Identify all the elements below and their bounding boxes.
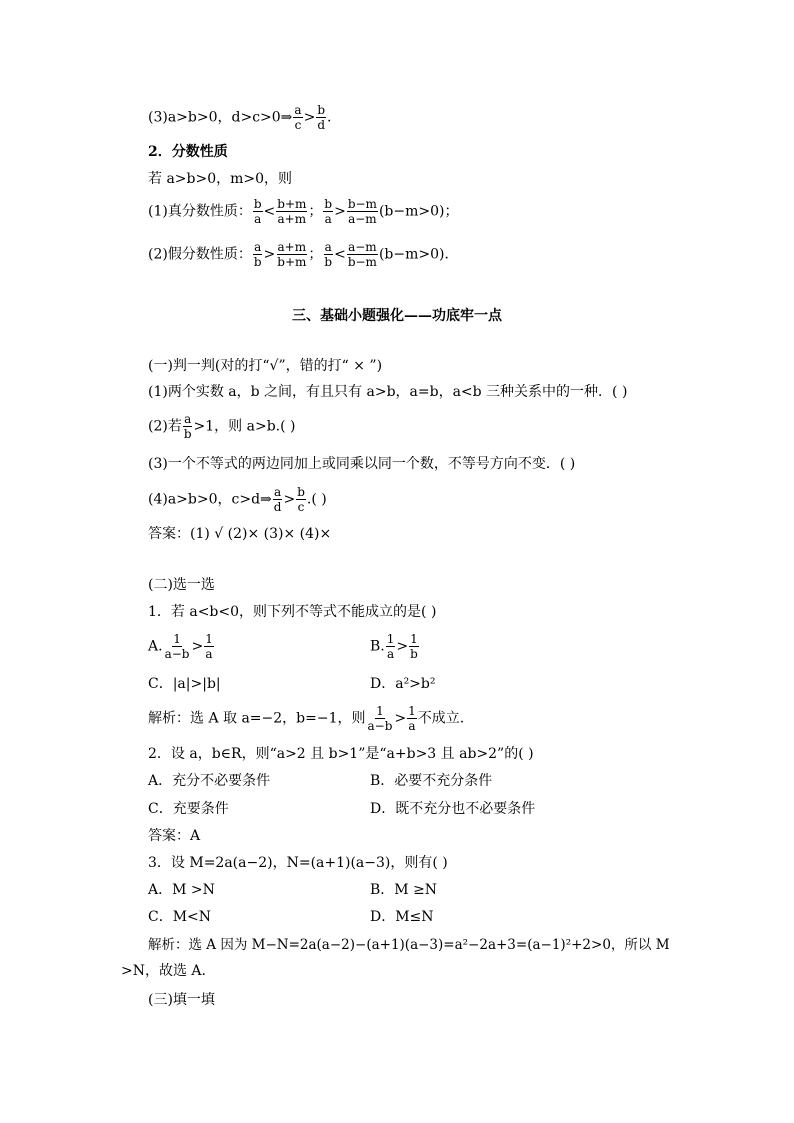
numerator: a: [294, 103, 302, 117]
fill-title: (三)填一填: [148, 992, 215, 1008]
denominator: b: [410, 647, 418, 661]
fraction-a-over-c: [293, 103, 302, 132]
numerator: a−m: [348, 240, 377, 254]
choose-title: (二)选一选: [148, 577, 215, 593]
denominator: a−m: [348, 212, 377, 226]
property-3: [148, 103, 331, 132]
numerator: a: [254, 240, 262, 254]
choose-q2-option-a: A．充分不必要条件: [148, 773, 271, 789]
choose-q2-option-c: C．充要条件: [148, 801, 229, 817]
denominator: b: [324, 255, 333, 269]
fraction-b-over-d: [316, 103, 326, 132]
numerator: b+m: [277, 197, 307, 211]
fraction: [164, 632, 191, 661]
improper-fraction-property: [148, 240, 458, 269]
tail: (b−m>0)．: [378, 246, 459, 263]
numerator: 1: [205, 632, 213, 646]
section-2-title: 2．分数性质: [148, 144, 228, 160]
denominator: a: [205, 647, 213, 661]
numerator: b: [297, 485, 305, 499]
fraction: [204, 632, 214, 661]
numerator: b−m: [347, 197, 377, 211]
choose-q1-option-c: C．|a|>|b|: [148, 676, 221, 692]
proper-fraction-property: [148, 197, 458, 226]
judge-answer: 答案：(1) √ (2)× (3)× (4)×: [148, 526, 332, 542]
q4-prefix: (4)a>b>0，c>d⇒: [148, 491, 272, 508]
fraction: [367, 704, 394, 733]
operator: <: [334, 246, 346, 263]
q2-suffix: >1，则 a>b.( ): [193, 418, 296, 435]
denominator: a+m: [277, 212, 307, 226]
fraction: [347, 197, 378, 226]
denominator: b−m: [347, 255, 377, 269]
option-label: A.: [148, 638, 163, 655]
fraction: [253, 240, 263, 269]
fraction: [347, 240, 378, 269]
fraction: [407, 704, 417, 733]
denominator: a−b: [164, 647, 190, 661]
choose-q3-solution-line2: >N，故选 A.: [121, 963, 206, 979]
operator: <: [263, 203, 276, 220]
separator: ；: [308, 203, 323, 220]
numerator: a: [274, 485, 282, 499]
denominator: a−b: [367, 719, 393, 733]
choose-q1-option-b: [370, 632, 420, 661]
denominator: b: [183, 427, 192, 441]
numerator: b: [317, 103, 325, 117]
denominator: c: [297, 500, 305, 514]
choose-q3-option-d: D．M≤N: [370, 909, 434, 925]
solution-tail: 不成立.: [417, 710, 465, 727]
choose-q1-option-a: [148, 632, 215, 661]
numerator: 1: [410, 632, 418, 646]
section-3-title: 三、基础小题强化——功底牢一点: [292, 308, 502, 324]
fraction: [273, 485, 283, 514]
fraction: [323, 197, 333, 226]
choose-q2-option-d: D．既不充分也不必要条件: [370, 801, 536, 817]
choose-q2: 2．设 a，b∈R，则“a>2 且 b>1”是“a+b>3 且 ab>2”的( ): [148, 746, 534, 762]
fraction: [409, 632, 419, 661]
q4-suffix: .( ): [306, 491, 327, 508]
denominator: b: [253, 255, 262, 269]
denominator: c: [294, 118, 302, 132]
choose-q1-option-d: D．a²>b²: [370, 676, 436, 692]
fraction: [183, 412, 193, 441]
q2-prefix: (2)若: [148, 418, 182, 435]
operator: >: [191, 638, 204, 655]
separator: ；: [308, 246, 323, 263]
numerator: a: [324, 240, 332, 254]
operator: >: [394, 710, 407, 727]
choose-q3-option-b: B．M ≥N: [370, 882, 438, 898]
option-label: B.: [370, 638, 385, 655]
fraction: [276, 240, 307, 269]
choose-q2-answer: 答案：A: [148, 828, 201, 844]
property-3-text: (3)a>b>0，d>c>0⇒: [148, 109, 293, 126]
fraction: [386, 632, 396, 661]
numerator: 1: [386, 632, 395, 646]
numerator: a: [184, 412, 192, 426]
numerator: 1: [376, 704, 384, 718]
denominator: a: [386, 647, 395, 661]
period: .: [327, 109, 332, 126]
fraction: [296, 485, 306, 514]
operator: >: [283, 491, 296, 508]
judge-q1: (1)两个实数 a，b 之间，有且只有 a>b，a=b，a<b 三种关系中的一种．( ): [148, 384, 628, 400]
judge-q3: (3)一个不等式的两边同加上或同乘以同一个数，不等号方向不变．( ): [148, 456, 576, 472]
choose-q3: 3．设 M=2a(a−2)，N=(a+1)(a−3)，则有( ): [148, 855, 448, 871]
denominator: d: [317, 118, 325, 132]
fraction: [323, 240, 333, 269]
denominator: a: [324, 212, 332, 226]
denominator: a: [254, 212, 262, 226]
choose-q1: 1．若 a<b<0，则下列不等式不能成立的是( ): [148, 604, 437, 620]
tail: (b−m>0)；: [378, 203, 459, 220]
fraction: [253, 197, 263, 226]
choose-q3-solution-line1: 解析：选 A 因为 M−N=2a(a−2)−(a+1)(a−3)=a²−2a+3=(a−1)²+2>0，所以 M: [148, 937, 670, 953]
fraction: [276, 197, 307, 226]
numerator: 1: [173, 632, 181, 646]
denominator: b+m: [277, 255, 307, 269]
numerator: 1: [408, 704, 416, 718]
label: (1)真分数性质：: [148, 203, 252, 220]
choose-q1-solution: [148, 704, 464, 733]
judge-title: (一)判一判(对的打“√”，错的打“ × ”): [148, 358, 383, 374]
denominator: a: [408, 719, 416, 733]
operator: >: [396, 638, 409, 655]
operator: >: [263, 246, 276, 263]
choose-q2-option-b: B．必要不充分条件: [370, 773, 493, 789]
denominator: d: [273, 500, 282, 514]
numerator: b: [253, 197, 262, 211]
judge-q2: [148, 412, 295, 441]
operator: >: [303, 109, 316, 126]
condition-text: 若 a>b>0，m>0，则: [148, 171, 293, 187]
choose-q3-option-a: A．M >N: [148, 882, 215, 898]
numerator: a+m: [277, 240, 307, 254]
label: (2)假分数性质：: [148, 246, 252, 263]
choose-q3-option-c: C．M<N: [148, 909, 212, 925]
solution-text: 解析：选 A 取 a=−2，b=−1，则: [148, 710, 366, 727]
judge-q4: [148, 485, 327, 514]
operator: >: [334, 203, 346, 220]
numerator: b: [324, 197, 333, 211]
